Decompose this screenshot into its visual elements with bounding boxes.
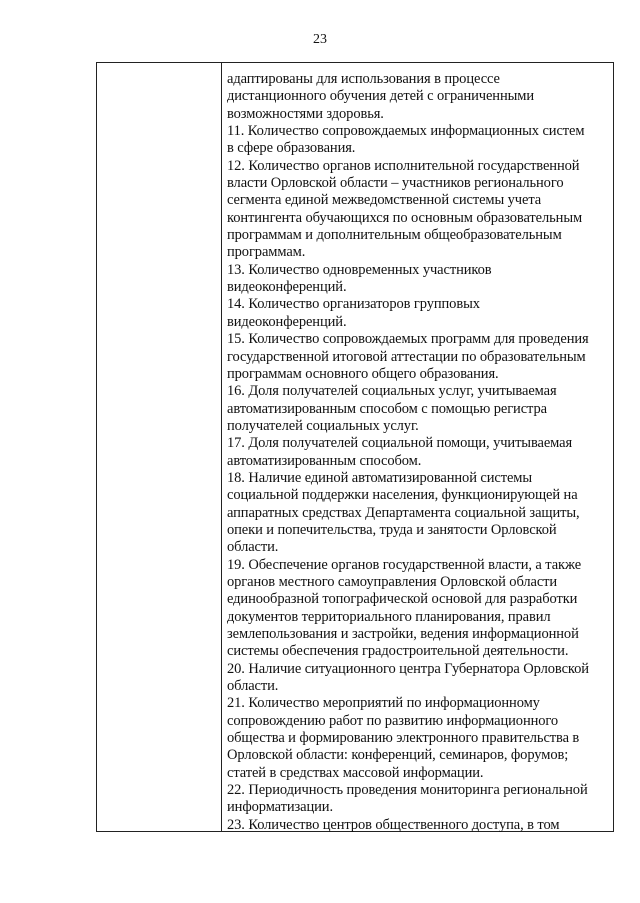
text-line: видеоконференций. (227, 279, 347, 296)
text-line: возможностями здоровья. (227, 105, 384, 122)
text-line: 17. Доля получателей социальной помощи, учитываемая (227, 435, 573, 452)
text-line: видеоконференций. (227, 313, 347, 330)
table-cell-right (227, 71, 611, 834)
text-line: опеки и попечительства, труда и занятости Орловской (227, 521, 557, 538)
text-line: 16. Доля получателей социальных услуг, учитываемая (227, 383, 557, 400)
text-line: информатизации. (227, 799, 333, 816)
column-divider (221, 63, 222, 831)
text-line: 12. Количество органов исполнительной государственной (227, 157, 580, 174)
table-cell-left (97, 63, 221, 831)
text-line: землепользования и застройки, ведения информационной (227, 626, 579, 642)
text-line: документов территориального планирования, правил (227, 608, 551, 625)
document-table (96, 62, 614, 832)
text-line: социальной поддержки населения, функционирующей на (227, 487, 578, 504)
text-line: получателей социальных услуг. (227, 417, 419, 434)
text-line: адаптированы для использования в процессе (227, 71, 500, 87)
text-line: дистанционного обучения детей с ограниченными (227, 88, 535, 105)
text-line: 15. Количество сопровождаемых программ для проведения (227, 331, 589, 348)
text-line: в сфере образования. (227, 140, 356, 157)
text-line: 19. Обеспечение органов государственной власти, а также (227, 556, 582, 573)
text-line: области. (227, 539, 279, 556)
text-line: 23. Количество центров общественного доступа, в том (227, 816, 560, 833)
text-line: программам основного общего образования. (227, 365, 499, 382)
text-line: 14. Количество организаторов групповых (227, 296, 480, 313)
text-line: программам и дополнительным общеобразовательным (227, 227, 562, 244)
text-line: контингента обучающихся по основным образовательным (227, 209, 583, 226)
text-line: сопровождению работ по развитию информационного (227, 712, 559, 729)
text-line: власти Орловской области – участников регионального (227, 175, 564, 192)
text-line: государственной итоговой аттестации по образовательным (227, 348, 586, 365)
text-line: единообразной топографической основой для разработки (227, 591, 578, 608)
text-line: автоматизированным способом с помощью регистра (227, 400, 547, 417)
text-line: статей в средствах массовой информации. (227, 764, 484, 781)
text-line: 13. Количество одновременных участников (227, 261, 492, 278)
text-line: области. (227, 678, 279, 695)
text-line: сегмента единой межведомственной системы учета (227, 192, 542, 209)
text-line: общества и формированию электронного правительства в (227, 730, 580, 747)
text-line: системы обеспечения градостроительной деятельности. (227, 643, 569, 660)
page-number: 23 (313, 32, 327, 47)
text-line: автоматизированным способом. (227, 452, 422, 469)
text-line: 11. Количество сопровождаемых информационных систем (227, 123, 585, 140)
text-line: 21. Количество мероприятий по информационному (227, 695, 540, 712)
text-line: Орловской области: конференций, семинаров, форумов; (227, 747, 569, 764)
text-line: 22. Периодичность проведения мониторинга региональной (227, 782, 588, 799)
text-line: аппаратных средствах Департамента социальной защиты, (227, 504, 580, 521)
text-line: программам. (227, 244, 306, 261)
text-line: органов местного самоуправления Орловской области (227, 573, 558, 590)
text-line: 18. Наличие единой автоматизированной системы (227, 469, 532, 486)
text-line: 20. Наличие ситуационного центра Губернатора Орловской (227, 660, 589, 677)
